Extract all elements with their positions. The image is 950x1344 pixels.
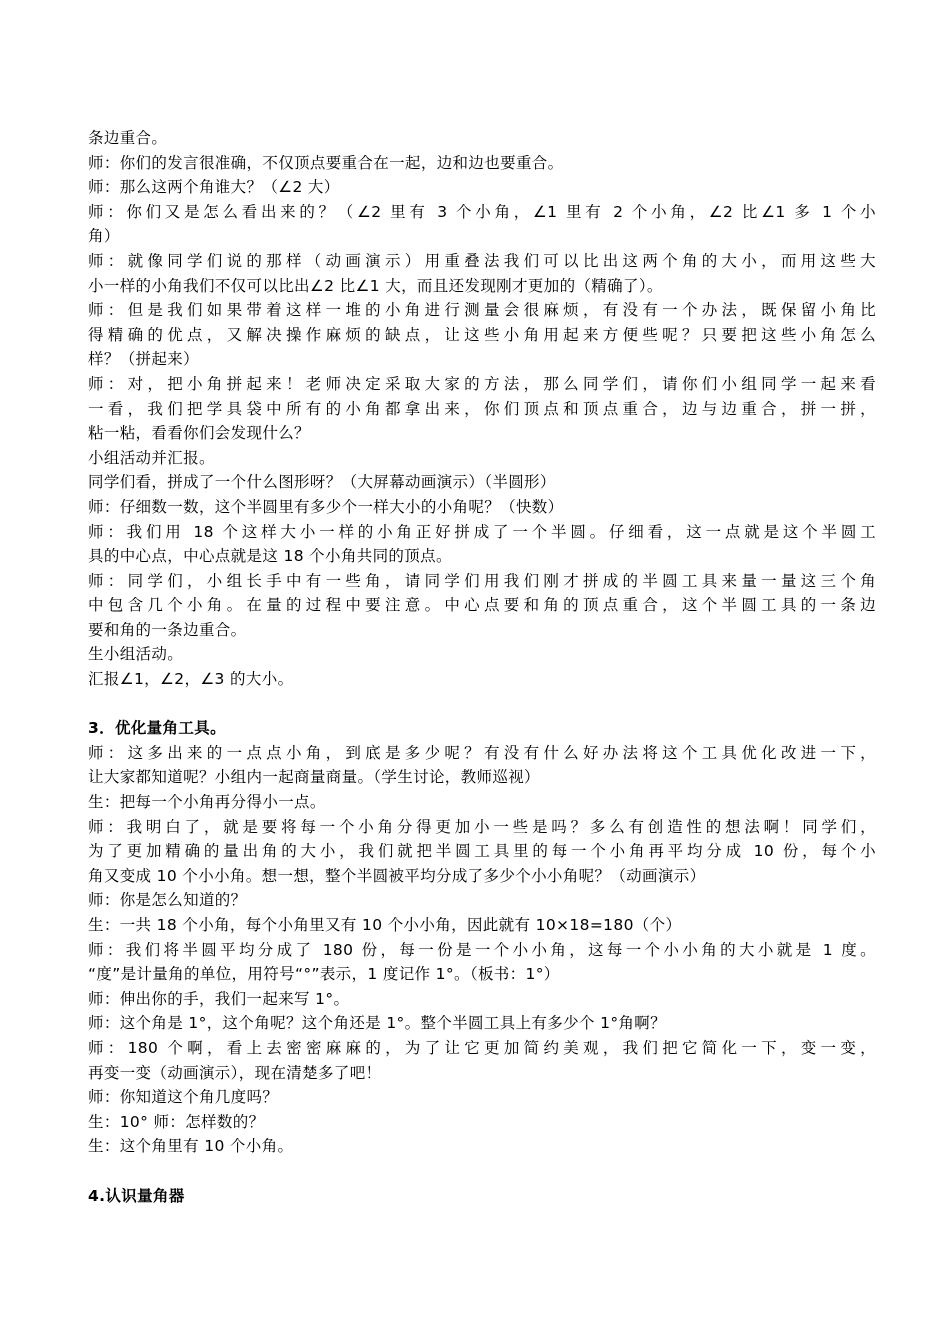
- text-line: 让大家都知道呢？小组内一起商量商量。（学生讨论，教师巡视）: [88, 768, 540, 787]
- text-line: 师：180 个啊，看上去密密麻麻的，为了让它更加简约美观，我们把它简化一下，变一变，: [88, 1038, 876, 1057]
- text-line: 师：这多出来的一点点小角，到底是多少呢？有没有什么好办法将这个工具优化改进一下，: [88, 743, 876, 762]
- text-line: 再变一变（动画演示），现在清楚多了吧！: [88, 1063, 382, 1082]
- text-line: 师：那么这两个角谁大？（∠2 大）: [88, 178, 340, 197]
- text-line: 师：仔细数一数，这个半圆里有多少个一样大小的小角呢？（快数）: [88, 497, 564, 516]
- text-line: 师：伸出你的手，我们一起来写 1°。: [88, 989, 350, 1008]
- paragraph-gap: [88, 1159, 876, 1184]
- text-line: 汇报∠1，∠2，∠3 的大小。: [88, 670, 294, 689]
- text-line: 师：我们将半圆平均分成了 180 份，每一份是一个小小角，这每一个小小角的大小就是 1 度。: [88, 940, 876, 959]
- text-line: 师：就像同学们说的那样（动画演示）用重叠法我们可以比出这两个角的大小，而用这些大: [88, 251, 876, 270]
- text-line: 得精确的优点，又解决操作麻烦的缺点，让这些小角用起来方便些呢？只要把这些小角怎么: [88, 325, 876, 344]
- heading-section-4: 4.认识量角器: [88, 1186, 185, 1205]
- text-line: 粘一粘，看看你们会发现什么？: [88, 424, 310, 443]
- text-line: 条边重合。: [88, 129, 168, 147]
- text-line: 师：你知道这个角几度吗？: [88, 1088, 279, 1107]
- text-line: 小组活动并汇报。: [88, 448, 215, 467]
- text-line: “度”是计量角的单位，用符号“°”表示，1 度记作 1°。（板书：1°）: [88, 965, 560, 984]
- text-line: 师：我们用 18 个这样大小一样的小角正好拼成了一个半圆。仔细看，这一点就是这个半圆工: [88, 522, 876, 541]
- text-line: 师：你是怎么知道的？: [88, 891, 247, 910]
- document-body: [88, 126, 876, 1208]
- text-line: 生：把每一个小角再分得小一点。: [88, 793, 326, 812]
- lesson-section-2-continued: [88, 126, 876, 692]
- heading-section-3: 3．优化量角工具。: [88, 719, 226, 738]
- text-line: 具的中心点，中心点就是这 18 个小角共同的顶点。: [88, 547, 452, 566]
- text-line: 生：这个角里有 10 个小角。: [88, 1137, 294, 1156]
- text-line: 师：你们又是怎么看出来的？（∠2 里有 3 个小角，∠1 里有 2 个小角，∠2 比∠1 多 1 个小: [88, 202, 876, 221]
- text-line: 师：同学们，小组长手中有一些角，请同学们用我们刚才拼成的半圆工具来量一量这三个角: [88, 571, 876, 590]
- text-line: 角）: [88, 227, 120, 246]
- text-line: 为了更加精确的量出角的大小，我们就把半圆工具里的每一个小角再平均分成 10 份，每个小: [88, 842, 876, 861]
- text-line: 师：但是我们如果带着这样一堆的小角进行测量会很麻烦，有没有一个办法，既保留小角比: [88, 301, 876, 320]
- text-line: 同学们看，拼成了一个什么图形呀？（大屏幕动画演示）（半圆形）: [88, 473, 556, 492]
- text-line: 中包含几个小角。在量的过程中要注意。中心点要和角的顶点重合，这个半圆工具的一条边: [88, 596, 876, 615]
- text-line: 师：我明白了，就是要将每一个小角分得更加小一些是吗？多么有创造性的想法啊！同学们，: [88, 817, 876, 836]
- paragraph-gap: [88, 692, 876, 717]
- text-line: 生：10° 师：怎样数的？: [88, 1112, 265, 1131]
- text-line: 师：这个角是 1°，这个角呢？这个角还是 1°。整个半圆工具上有多少个 1°角啊？: [88, 1014, 666, 1033]
- text-line: 角又变成 10 个小小角。想一想，整个半圆被平均分成了多少个小小角呢？（动画演示）: [88, 866, 706, 885]
- lesson-section-3: [88, 741, 876, 1159]
- text-line: 样？（拼起来）: [88, 350, 199, 369]
- text-line: 小一样的小角我们不仅可以比出∠2 比∠1 大，而且还发现刚才更加的（精确了）。: [88, 276, 663, 295]
- text-line: 生小组活动。: [88, 645, 184, 664]
- text-line: 要和角的一条边重合。: [88, 620, 247, 639]
- text-line: 生：一共 18 个小角，每个小角里又有 10 个小小角，因此就有 10×18=180（个）: [88, 916, 682, 934]
- text-line: 一看，我们把学具袋中所有的小角都拿出来，你们顶点和顶点重合，边与边重合，拼一拼，: [88, 399, 876, 418]
- text-line: 师：你们的发言很准确，不仅顶点要重合在一起，边和边也要重合。: [88, 153, 564, 172]
- text-line: 师：对，把小角拼起来！老师决定采取大家的方法，那么同学们，请你们小组同学一起来看: [88, 374, 876, 393]
